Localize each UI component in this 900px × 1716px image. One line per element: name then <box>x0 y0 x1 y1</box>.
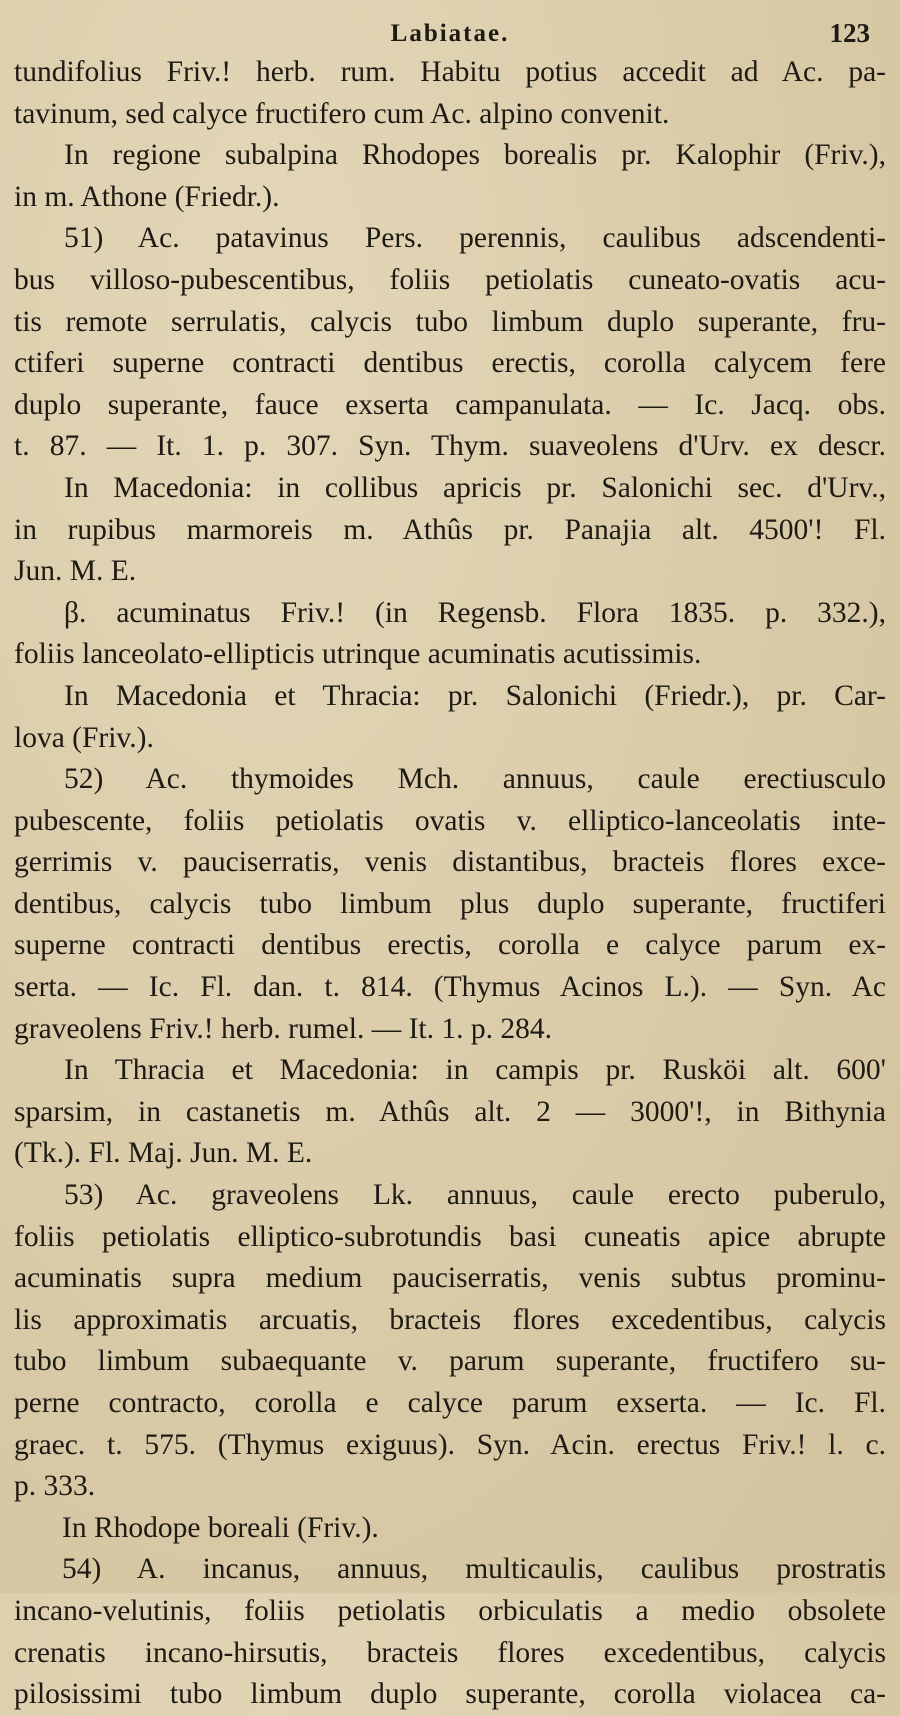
text-line: gerrimis v. pauciserratis, venis distantibus, bracteis flores exce- <box>14 846 886 879</box>
text-line: foliis petiolatis elliptico-subrotundis basi cuneatis apice abrupte <box>14 1220 886 1253</box>
text-line: serta. — Ic. Fl. dan. t. 814. (Thymus Acinos L.). — Syn. Ac <box>14 971 886 1004</box>
text-line: ctiferi superne contracti dentibus erectis, corolla calycem fere <box>14 347 886 380</box>
page-body <box>14 52 886 1716</box>
text-line: 53) Ac. graveolens Lk. annuus, caule erecto puberulo, <box>64 1179 886 1212</box>
running-title: Labiatae. <box>390 20 510 47</box>
text-line: tundifolius Friv.! herb. rum. Habitu potius accedit ad Ac. pa- <box>14 56 886 88</box>
text-line: 54) A. incanus, annuus, multicaulis, caulibus prostratis <box>62 1553 886 1586</box>
text-line: Jun. M. E. <box>14 555 137 588</box>
text-line: superne contracti dentibus erectis, corolla e calyce parum ex- <box>14 929 886 962</box>
text-line: graveolens Friv.! herb. rumel. — It. 1. p. 284. <box>14 1012 552 1045</box>
text-line: 52) Ac. thymoides Mch. annuus, caule erectiusculo <box>64 763 886 796</box>
text-line: sparsim, in castanetis m. Athûs alt. 2 — 3000'!, in Bithynia <box>14 1095 886 1128</box>
text-line: p. 333. <box>14 1470 96 1503</box>
text-line: bus villoso-pubescentibus, foliis petiolatis cuneato-ovatis acu- <box>14 263 886 296</box>
text-line: t. 87. — It. 1. p. 307. Syn. Thym. suaveolens d'Urv. ex descr. <box>14 430 886 463</box>
text-line: in m. Athone (Friedr.). <box>14 180 280 213</box>
text-line: lis approximatis arcuatis, bracteis flores excedentibus, calycis <box>14 1303 886 1336</box>
text-line: In Macedonia et Thracia: pr. Salonichi (Friedr.), pr. Car- <box>64 679 886 712</box>
page-header <box>14 14 886 52</box>
text-line: 51) Ac. patavinus Pers. perennis, caulibus adscendenti- <box>64 222 886 255</box>
text-line: lova (Friv.). <box>14 721 154 754</box>
text-line: perne contracto, corolla e calyce parum exserta. — Ic. Fl. <box>14 1387 886 1419</box>
text-line: In Rhodope boreali (Friv.). <box>62 1511 379 1544</box>
text-line: acuminatis supra medium pauciserratis, venis subtus prominu- <box>14 1262 886 1295</box>
text-line: β. acuminatus Friv.! (in Regensb. Flora 1835. p. 332.), <box>64 596 886 629</box>
text-line: crenatis incano-hirsutis, bracteis flores excedentibus, calycis <box>14 1636 886 1669</box>
text-line: duplo superante, fauce exserta campanulata. — Ic. Jacq. obs. <box>14 388 886 421</box>
text-line: foliis lanceolato-ellipticis utrinque acuminatis acutissimis. <box>14 638 702 671</box>
text-line: In regione subalpina Rhodopes borealis pr. Kalophir (Friv.), <box>64 139 886 172</box>
text-line: dentibus, calycis tubo limbum plus duplo superante, fructiferi <box>14 887 886 920</box>
text-line: In Thracia et Macedonia: in campis pr. Rusköi alt. 600' <box>64 1054 886 1087</box>
text-line: tis remote serrulatis, calycis tubo limbum duplo superante, fru- <box>14 305 886 338</box>
text-line: graec. t. 575. (Thymus exiguus). Syn. Acin. erectus Friv.! l. c. <box>14 1428 886 1461</box>
text-line: in rupibus marmoreis m. Athûs pr. Panajia alt. 4500'! Fl. <box>14 513 886 546</box>
text-line: (Tk.). Fl. Maj. Jun. M. E. <box>14 1137 313 1170</box>
page-number: 123 <box>829 18 870 48</box>
text-line: incano-velutinis, foliis petiolatis orbiculatis a medio obsolete <box>14 1594 886 1627</box>
text-line: pilosissimi tubo limbum duplo superante, corolla violacea ca- <box>14 1678 886 1711</box>
text-line: tavinum, sed calyce fructifero cum Ac. alpino convenit. <box>14 97 670 130</box>
text-line: In Macedonia: in collibus apricis pr. Salonichi sec. d'Urv., <box>64 471 886 504</box>
text-line: pubescente, foliis petiolatis ovatis v. elliptico-lanceolatis inte- <box>14 804 886 837</box>
text-line: tubo limbum subaequante v. parum superante, fructifero su- <box>14 1345 886 1378</box>
